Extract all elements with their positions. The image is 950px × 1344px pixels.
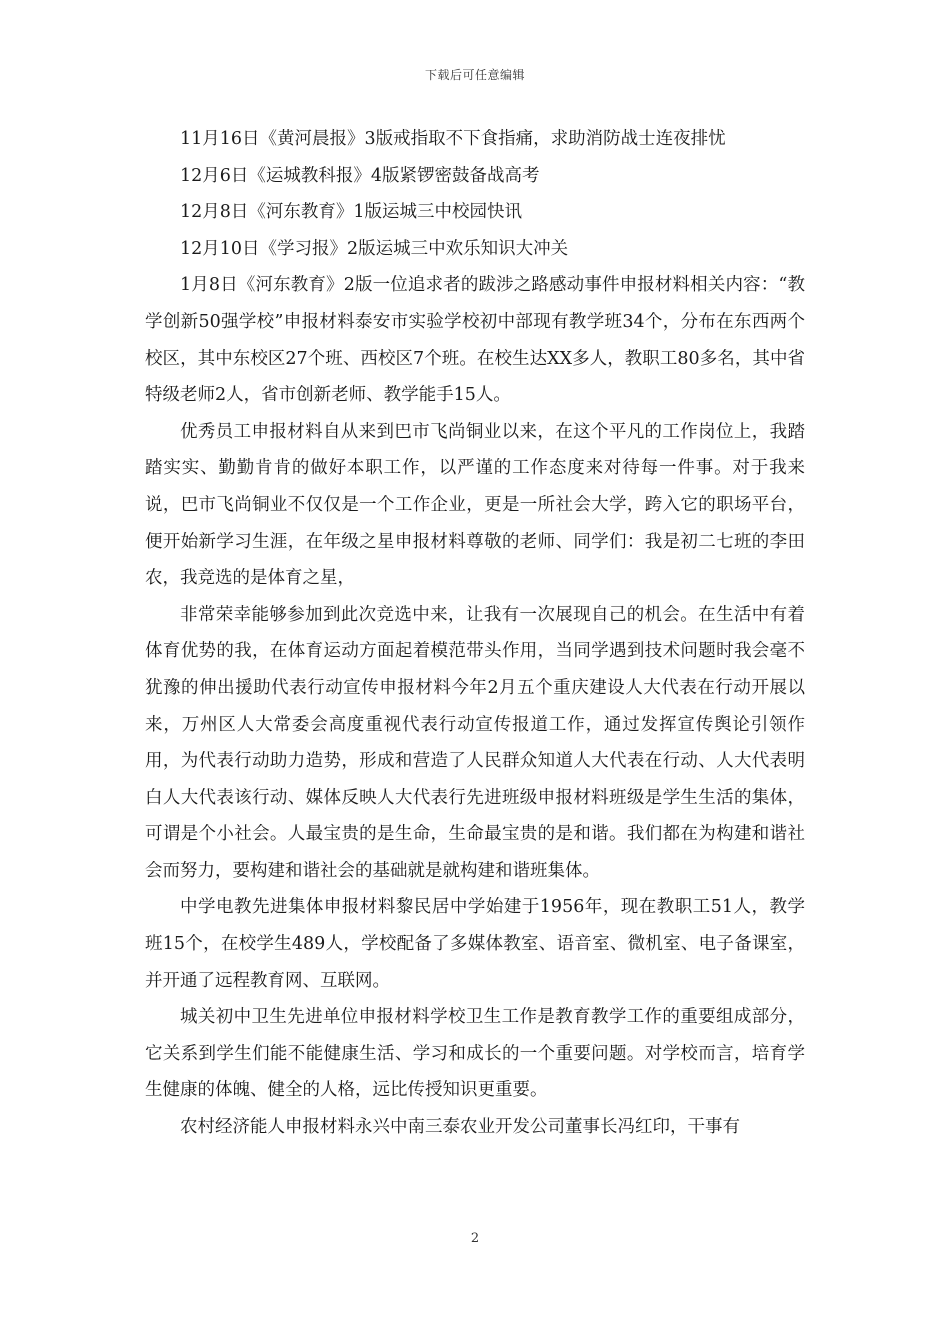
paragraph: 12月6日《运城教科报》4版紧锣密鼓备战高考	[180, 165, 540, 186]
paragraph: 中学电教先进集体申报材料黎民居中学始建于1956年，现在教职工51人，教学班15个，在校学生489人，学校配备了多媒体教室、语音室、微机室、电子备课室，并开通了远程教育网、互联网。	[145, 897, 805, 991]
page-header: 下载后可任意编辑	[424, 68, 525, 82]
paragraph: 12月8日《河东教育》1版运城三中校园快讯	[180, 202, 523, 223]
paragraph: 城关初中卫生先进单位申报材料学校卫生工作是教育教学工作的重要组成部分，它关系到学生们能不能健康生活、学习和成长的一个重要问题。对学校而言，培育学生健康的体魄、健全的人格，远比传授知识更重要。	[145, 1007, 805, 1101]
page-number: 2	[470, 1231, 480, 1246]
paragraph: 12月10日《学习报》2版运城三中欢乐知识大冲关	[180, 238, 569, 259]
paragraph: 11月16日《黄河晨报》3版戒指取不下食指痛，求助消防战士连夜排忧	[180, 129, 726, 149]
document-body	[145, 121, 805, 1146]
paragraph: 农村经济能人申报材料永兴中南三泰农业开发公司董事长冯红印，干事有	[180, 1117, 740, 1138]
paragraph: 非常荣幸能够参加到此次竞选中来，让我有一次展现自己的机会。在生活中有着体育优势的我，在体育运动方面起着模范带头作用，当同学遇到技术问题时我会毫不犹豫的伸出援助代表行动宣传申报材料今年2月五个重庆建设人大代表在行动开展以来，万州区人大常委会高度重视代表行动宣传报道工作，通过发挥宣传舆论引领作用，为代表行动助力造势，形成和营造了人民群众知道人大代表在行动、人大代表明白人大代表该行动、媒体反映人大代表行先进班级申报材料班级是学生生活的集体，可谓是个小社会。人最宝贵的是生命，生命最宝贵的是和谐。我们都在为构建和谐社会而努力，要构建和谐社会的基础就是就构建和谐班集体。	[145, 604, 805, 881]
paragraph: 1月8日《河东教育》2版一位追求者的跋涉之路感动事件申报材料相关内容：“教学创新50强学校”申报材料泰安市实验学校初中部现有教学班34个，分布在东西两个校区，其中东校区27个班、西校区7个班。在校生达XX多人，教职工80多名，其中省特级老师2人，省市创新老师、教学能手15人。	[145, 275, 805, 406]
paragraph: 优秀员工申报材料自从来到巴市飞尚铜业以来，在这个平凡的工作岗位上，我踏踏实实、勤勤肯肯的做好本职工作，以严谨的工作态度来对待每一件事。对于我来说，巴市飞尚铜业不仅仅是一个工作企业，更是一所社会大学，跨入它的职场平台，便开始新学习生涯，在年级之星申报材料尊敬的老师、同学们：我是初二七班的李田农，我竞选的是体育之星，	[145, 421, 805, 589]
